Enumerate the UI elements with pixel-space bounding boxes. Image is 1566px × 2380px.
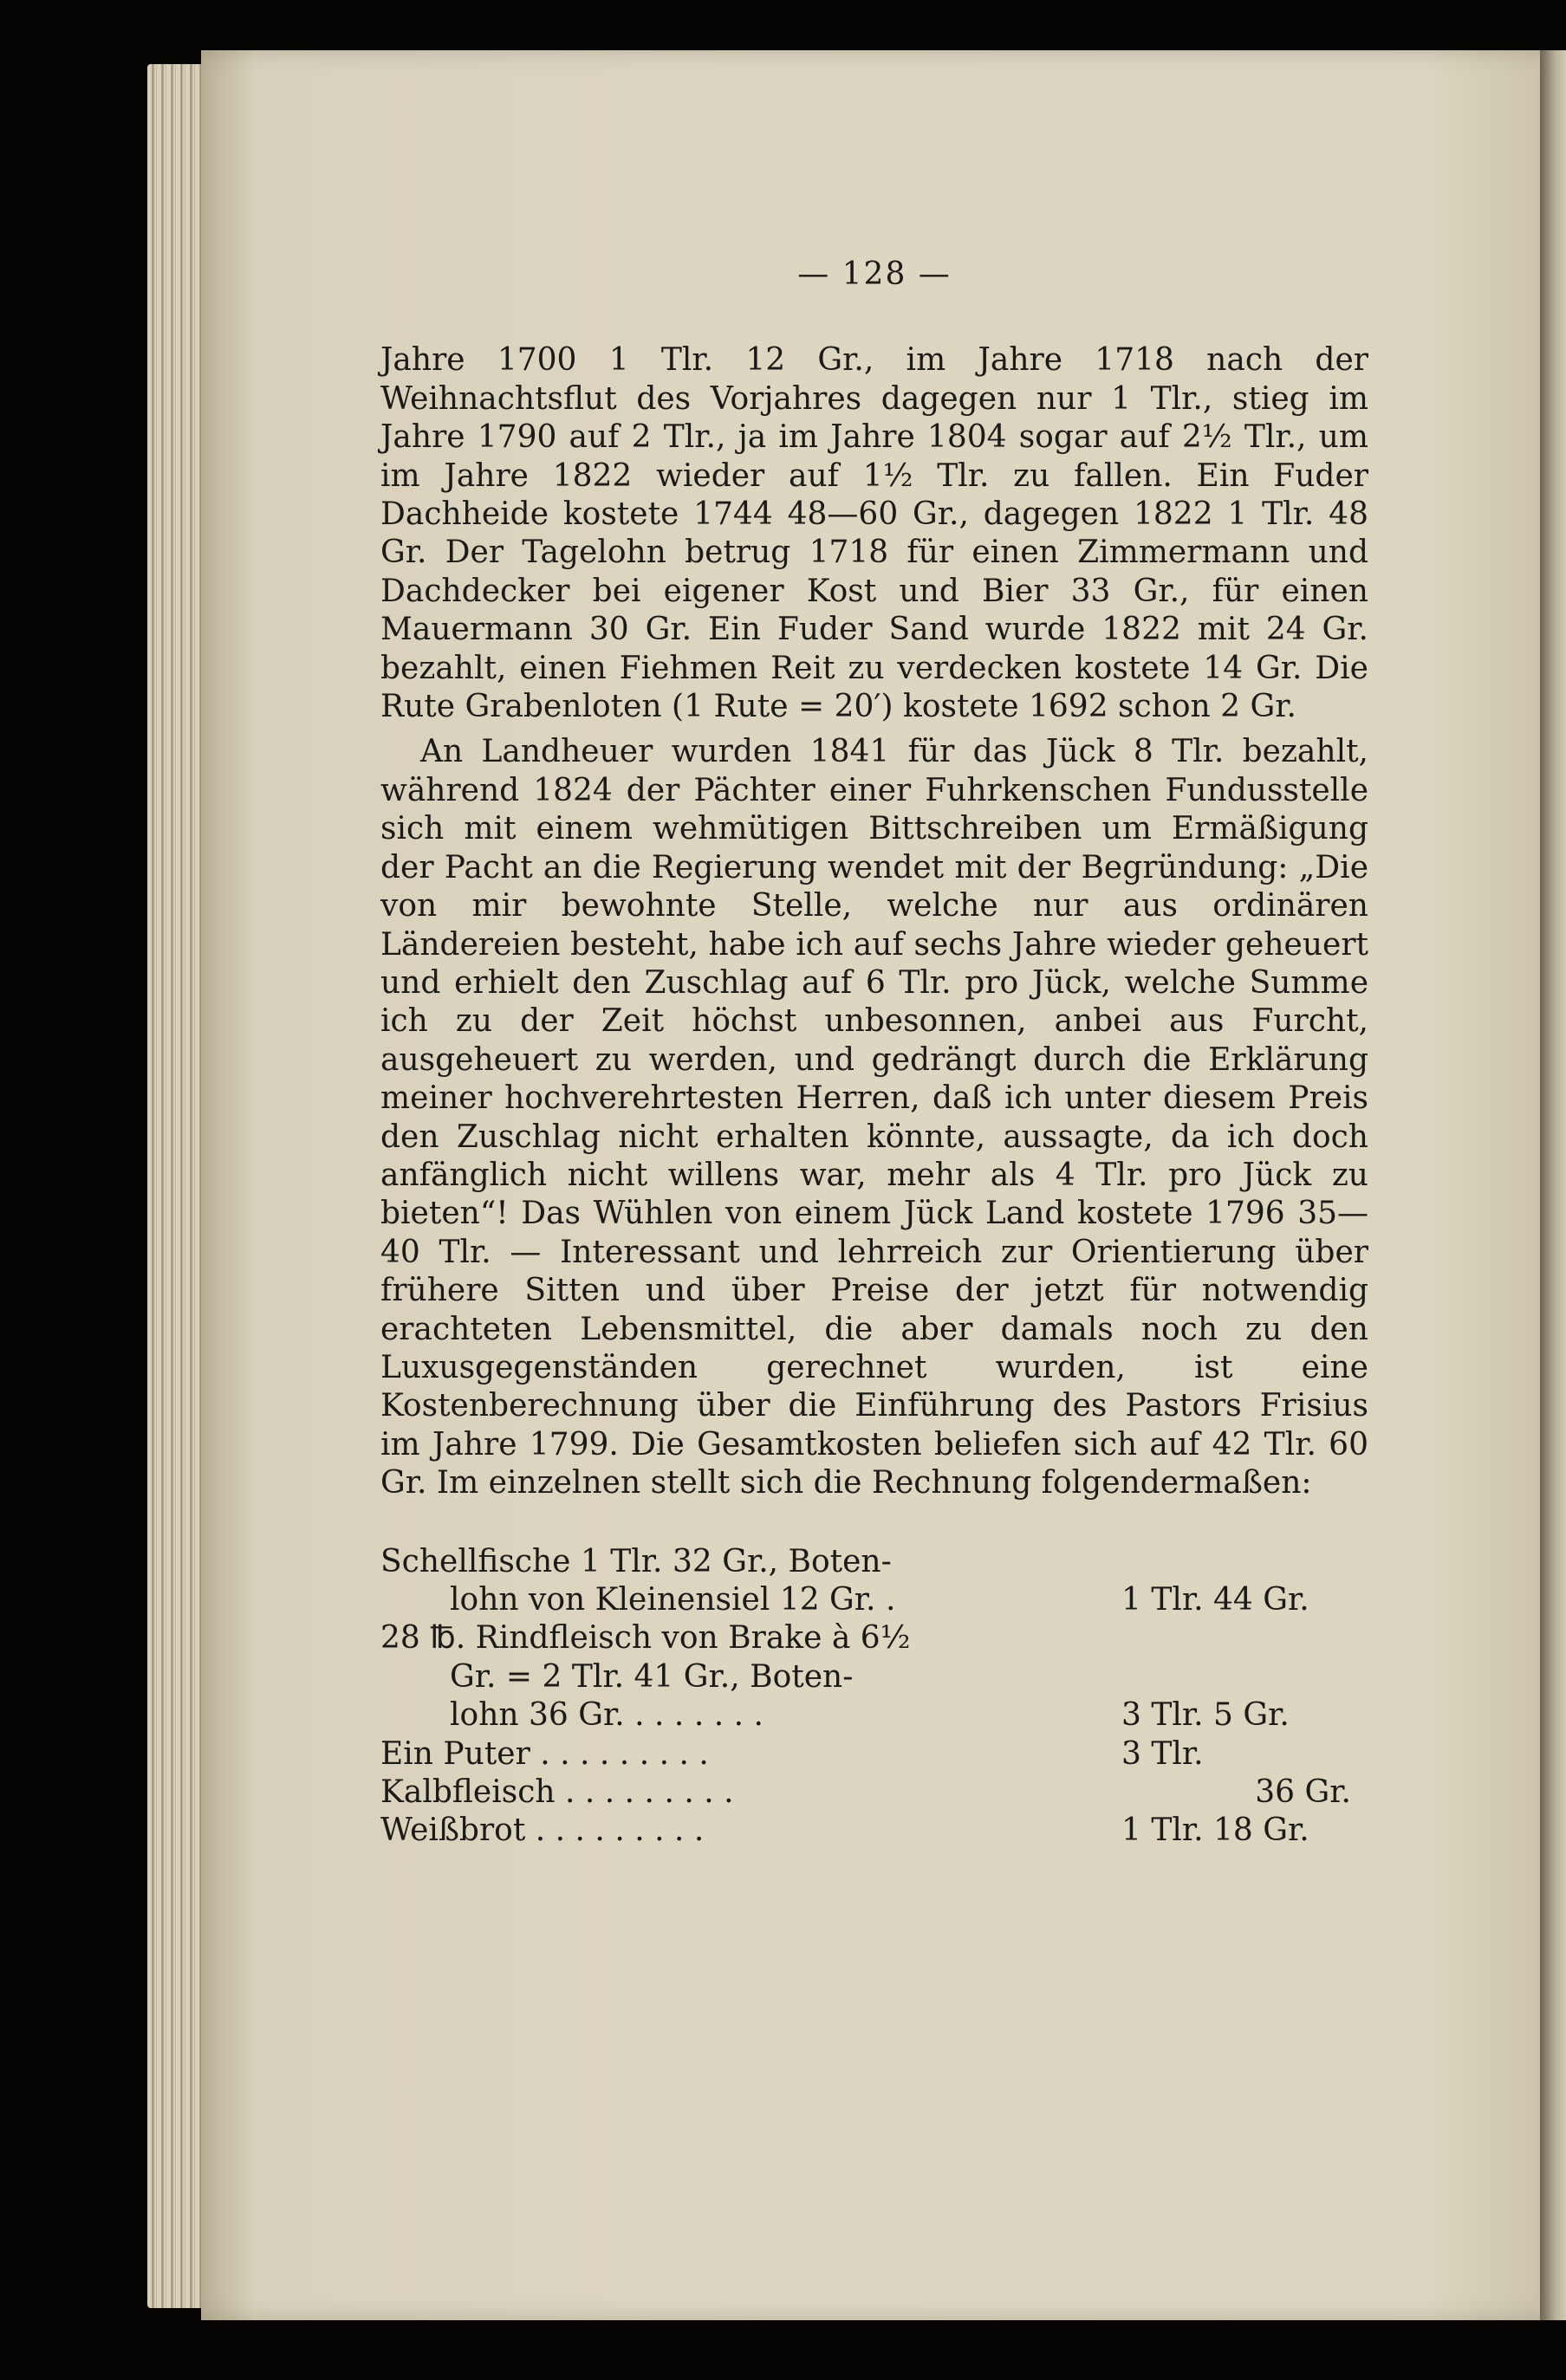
- cost-row: [380, 1735, 1351, 1774]
- cost-row: [380, 1812, 1351, 1850]
- cost-row: [380, 1619, 1351, 1657]
- paragraph-1: Jahre 1700 1 Tlr. 12 Gr., im Jahre 1718 nach der Weihnachtsflut des Vorjahres dagegen nur 1 Tlr., stieg im Jahre 1790 auf 2 Tlr., ja im Jahre 1804 sogar auf 2½ Tlr., um im Jahre 1822 wieder auf 1½ Tlr. zu fallen. Ein Fuder Dachheide kostete 1744 48—60 Gr., dagegen 1822 1 Tlr. 48 Gr. Der Tagelohn betrug 1718 für einen Zimmermann und Dachdecker bei eigener Kost und Bier 33 Gr., für einen Mauermann 30 Gr. Ein Fuder Sand wurde 1822 mit 24 Gr. bezahlt, einen Fiehmen Reit zu verdecken kostete 14 Gr. Die Rute Grabenloten (1 Rute = 20′) kostete 1692 schon 2 Gr.: [380, 342, 1368, 725]
- cost-row: [380, 1658, 1351, 1696]
- cost-item: Ein Puter . . . . . . . . .: [380, 1735, 709, 1772]
- paragraph-2: An Landheuer wurden 1841 für das Jück 8 Tlr. bezahlt, während 1824 der Pächter einer Fuhrkenschen Fundusstelle sich mit einem wehmütigen Bittschreiben um Ermäßigung der Pacht an die Regierung wendet mit der Begründung: „Die von mir bewohnte Stelle, welche nur aus ordinären Ländereien besteht, habe ich auf sechs Jahre wieder geheuert und erhielt den Zuschlag auf 6 Tlr. pro Jück, welche Summe ich zu der Zeit höchst unbesonnen, anbei aus Furcht, ausgeheuert zu werden, und gedrängt durch die Erklärung meiner hochverehrtesten Herren, daß ich unter diesem Preis den Zuschlag nicht erhalten könnte, aussagte, da ich doch anfänglich nicht willens war, mehr als 4 Tlr. pro Jück zu bieten“! Das Wühlen von einem Jück Land kostete 1796 35—40 Tlr. — Interessant und lehrreich zur Orientierung über frühere Sitten und über Preise der jetzt für notwendig erachteten Lebensmittel, die aber damals noch zu den Luxusgegenständen gerechnet wurden, ist eine Kostenberechnung über die Einführung des Pastors Frisius im Jahre 1799. Die Gesamtkosten beliefen sich auf 42 Tlr. 60 Gr. Im einzelnen stellt sich die Rechnung folgendermaßen:: [380, 734, 1368, 1501]
- cost-amount: 1 Tlr. 44 Gr.: [1121, 1581, 1309, 1618]
- cost-amount: 3 Tlr. 5 Gr.: [1121, 1697, 1290, 1734]
- cost-row: [380, 1581, 1351, 1619]
- page-gutter: [1540, 50, 1566, 2320]
- cost-item: Gr. = 2 Tlr. 41 Gr., Boten-: [450, 1658, 854, 1695]
- cost-amount: 3 Tlr.: [1121, 1735, 1204, 1772]
- cost-amount: 1 Tlr. 18 Gr.: [1121, 1813, 1309, 1849]
- cost-item: Kalbfleisch . . . . . . . . .: [380, 1774, 734, 1810]
- page-text: [380, 256, 1368, 1851]
- cost-amount: 36 Gr.: [1255, 1774, 1351, 1810]
- cost-row: [380, 1774, 1351, 1812]
- cost-row: [380, 1696, 1351, 1735]
- cost-item: Weißbrot . . . . . . . . .: [380, 1813, 705, 1849]
- cost-item: 28 ℔. Rindfleisch von Brake à 6½: [380, 1620, 911, 1657]
- cost-row: [380, 1543, 1351, 1581]
- cost-table: [380, 1543, 1351, 1851]
- cost-item: Schellfische 1 Tlr. 32 Gr., Boten-: [380, 1543, 892, 1579]
- cost-item: lohn von Kleinensiel 12 Gr. .: [450, 1581, 896, 1618]
- cost-item: lohn 36 Gr. . . . . . . .: [450, 1697, 764, 1734]
- page-number: — 128 —: [797, 256, 952, 292]
